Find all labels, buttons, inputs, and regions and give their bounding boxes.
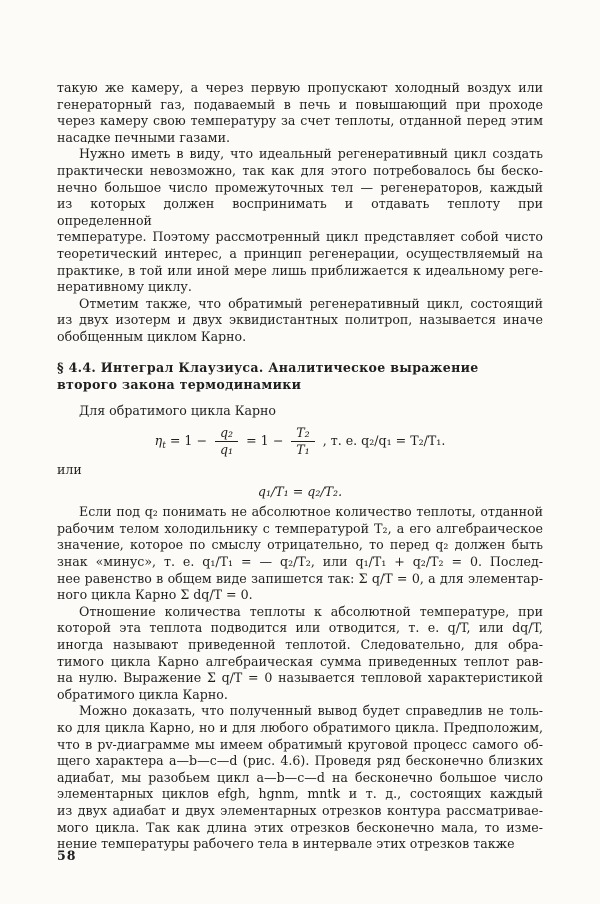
section-heading-line2: второго закона термодинамики <box>57 377 302 392</box>
text-line: неративному циклу. <box>57 279 192 295</box>
fraction-numerator: T₂ <box>291 426 314 442</box>
formula-ratio-expression: q₁/T₁ = q₂/T₂. <box>257 483 343 499</box>
text-line: тимого цикла Карно алгебраическая сумма приведенных теплот рав- <box>57 653 543 669</box>
text-line: генераторный газ, подаваемый в печь и повышающий при проходе <box>57 96 543 112</box>
fraction-denominator: q₁ <box>219 442 234 458</box>
text-line: из двух адиабат и двух элементарных отрезков контура рассматривае- <box>57 802 543 818</box>
paragraph-reduced-heat <box>57 604 543 704</box>
text-line: мого цикла. Так как длина этих отрезков бесконечно мала, то изме- <box>57 819 543 835</box>
text-line: Нужно иметь в виду, что идеальный регенеративный цикл создать <box>79 146 543 162</box>
text-line: обобщенным циклом Карно. <box>57 328 247 344</box>
connector-word: или <box>57 462 82 478</box>
text-line: рабочим телом холодильнику с температурой T₂, а его алгебраическое <box>57 520 543 536</box>
text-line: практике, в той или иной мере лишь приближается к идеальному реге- <box>57 262 543 278</box>
paragraph-generalized-carnot-cycle <box>57 296 543 346</box>
fraction-denominator: T₁ <box>296 442 310 458</box>
formula-carnot-efficiency <box>57 426 543 457</box>
fraction-T2-T1 <box>291 426 314 457</box>
paragraph-regenerator-continuation <box>57 80 543 146</box>
paragraph-carnot-intro <box>57 403 543 420</box>
text-line: Можно доказать, что полученный вывод будет справедлив не толь- <box>79 703 543 719</box>
eta-subscript: t <box>162 441 166 452</box>
section-heading-line1: § 4.4. Интеграл Клаузиуса. Аналитическое выражение <box>57 359 479 375</box>
text-line: теоретический интерес, а принцип регенерации, осуществляемый на <box>57 245 543 261</box>
text-line: на нулю. Выражение Σ q/T = 0 называется тепловой характеристикой <box>57 670 543 686</box>
fraction-q2-q1 <box>215 426 238 457</box>
text-line: через камеру свою температуру за счет теплоты, отданной перед этим <box>57 113 543 129</box>
paragraph-ideal-regenerative-cycle <box>57 146 543 295</box>
paragraph-arbitrary-reversible-cycle <box>57 703 543 852</box>
formula-op2: = 1 − <box>246 433 284 449</box>
text-line: из двух изотерм и двух эквидистантных политроп, называется иначе <box>57 312 543 328</box>
text-line: элементарных циклов efgh, hgnm, mntk и т. д., состоящих каждый <box>57 786 543 802</box>
text-line: Отметим также, что обратимый регенеративный цикл, состоящий <box>79 295 543 311</box>
text-line: ного цикла Карно Σ dq/T = 0. <box>57 587 253 603</box>
eta-symbol: η <box>154 433 163 449</box>
formula-tail: , т. е. q₂/q₁ = T₂/T₁. <box>322 433 446 449</box>
paragraph-algebraic-sign <box>57 504 543 604</box>
text-line: нение температуры рабочего тела в интервале этих отрезков также <box>57 836 515 852</box>
text-line: Если под q₂ понимать не абсолютное количество теплоты, отданной <box>79 504 543 520</box>
text-line: знак «минус», т. е. q₁/T₁ = — q₂/T₂, или q₁/T₁ + q₂/T₂ = 0. Послед- <box>57 554 543 570</box>
text-line: нее равенство в общем виде запишется так: Σ q/T = 0, а для элементар- <box>57 570 543 586</box>
page-number: 58 <box>57 848 77 863</box>
text-line: адиабат, мы разобьем цикл a—b—c—d на бесконечно большое число <box>57 769 543 785</box>
text-line: Отношение количества теплоты к абсолютной температуре, при <box>79 603 543 619</box>
text-line: щего характера a—b—c—d (рис. 4.6). Проведя ряд бесконечно близких <box>57 753 543 769</box>
formula-heat-temperature-ratio <box>57 484 543 501</box>
text-line: что в pv-диаграмме мы имеем обратимый круговой процесс самого об- <box>57 736 543 752</box>
text-line: из которых должен воспринимать и отдавать теплоту при определенной <box>57 196 543 228</box>
text-line: насадке печными газами. <box>57 129 231 145</box>
formula-op1: = 1 − <box>169 433 207 449</box>
text-line: иногда называют приведенной теплотой. Следовательно, для обра- <box>57 637 543 653</box>
text-line: нечно большое число промежуточных тел — регенераторов, каждый <box>57 179 543 195</box>
text-line: значение, которое по смыслу отрицательно, то перед q₂ должен быть <box>57 537 543 553</box>
text-line: Для обратимого цикла Карно <box>79 402 277 418</box>
text-line: которой эта теплота подводится или отводится, т. е. q/T, или dq/T, <box>57 620 543 636</box>
section-heading <box>57 359 543 394</box>
text-line: такую же камеру, а через первую пропускают холодный воздух или <box>57 80 543 95</box>
text-line: практически невозможно, так как для этого потребовалось бы беско- <box>57 162 543 178</box>
fraction-numerator: q₂ <box>215 426 238 442</box>
text-line: ко для цикла Карно, но и для любого обратимого цикла. Предположим, <box>57 720 543 735</box>
text-line: обратимого цикла Карно. <box>57 686 228 702</box>
text-line: температуре. Поэтому рассмотренный цикл представляет собой чисто <box>57 229 543 245</box>
